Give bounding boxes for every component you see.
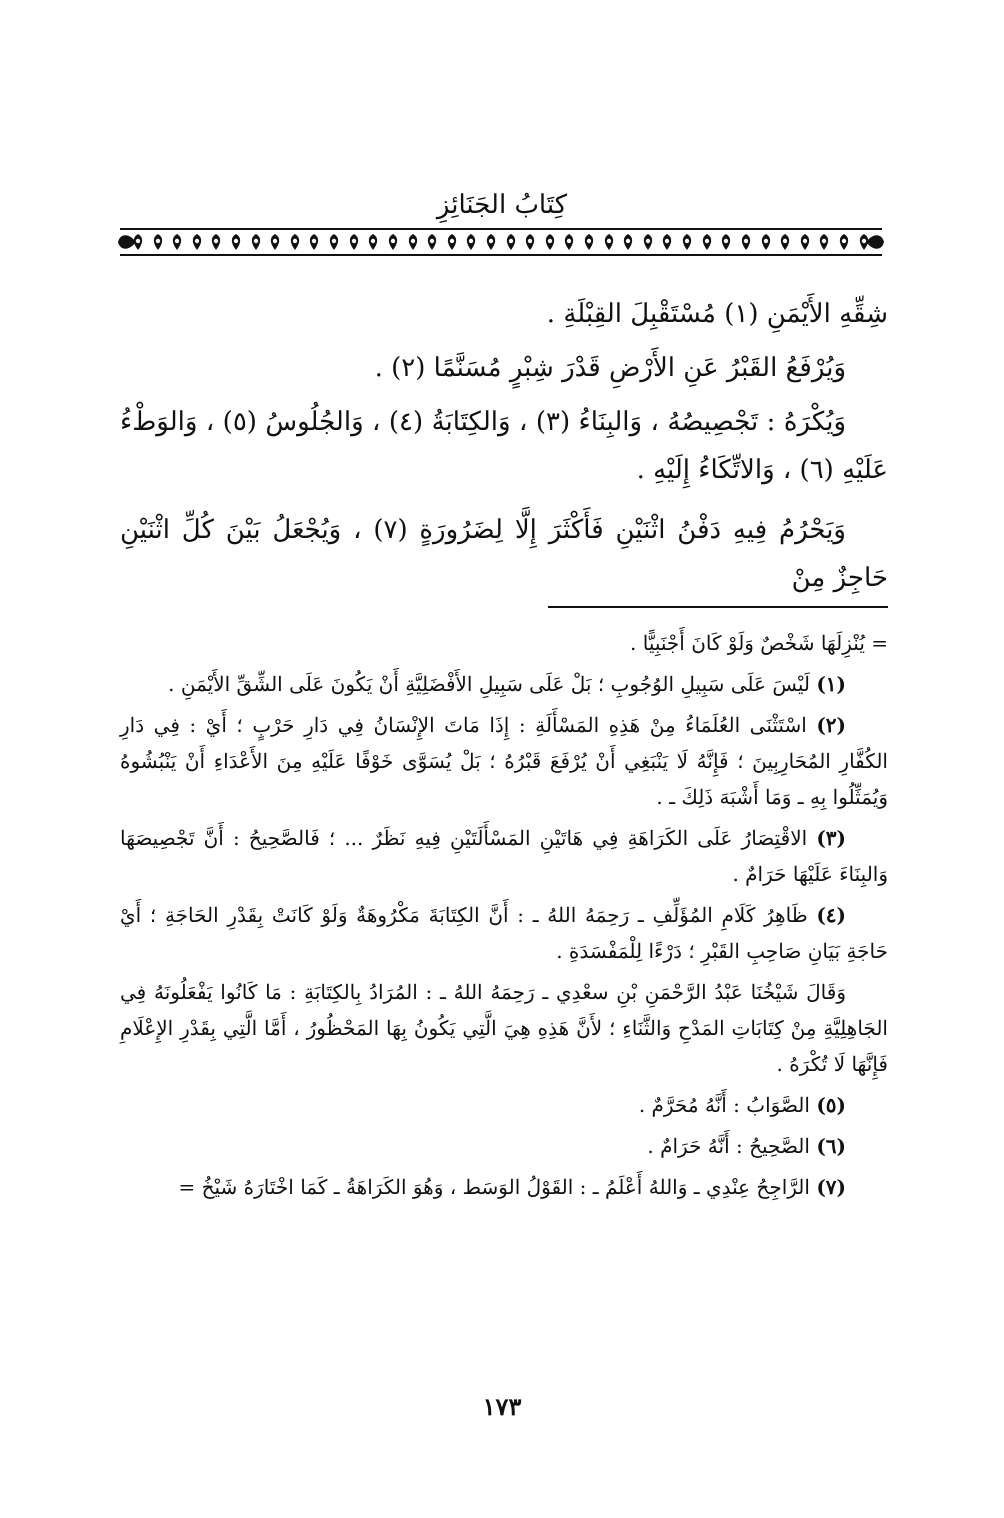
ornament-leaf-icon — [150, 233, 166, 251]
ornament-leaf-icon — [287, 233, 303, 251]
ornament-leaf-icon — [405, 233, 421, 251]
ornament-leaf-icon — [522, 233, 538, 251]
ornament-leaf-icon — [738, 233, 754, 251]
footnote-text: ظَاهِرُ كَلَامِ المُؤَلِّفِ ـ رَحِمَهُ اللهُ ـ : أَنَّ الكِتَابَةَ مَكْرُوهَةٌ وَلَوْ كَانَتْ بِقَدْرِ الحَاجَةِ ؛ أَيْ حَاجَةِ بَيَانِ صَاحِبِ القَبْرِ ؛ دَرْءًا لِلْمَفْسَدَةِ . — [120, 903, 888, 963]
ornament-leaf-icon — [836, 233, 852, 251]
ornament-leaf-icon — [816, 233, 832, 251]
footnote-number: (٣) — [816, 826, 847, 850]
ornament-leaf-icon — [169, 233, 185, 251]
footnote-number: (٥) — [816, 1093, 846, 1117]
footnote-number: (٧) — [816, 1175, 846, 1199]
main-text — [120, 290, 888, 614]
footnote-number: (٢) — [816, 713, 846, 737]
ornament-leaf-icon — [444, 233, 460, 251]
footnote-4 — [120, 897, 888, 969]
ornament-leaf-icon — [699, 233, 715, 251]
ornament-bottom-rule — [120, 254, 882, 256]
running-title: كِتَابُ الجَنَائِزِ — [436, 190, 568, 220]
ornament-leaf-icon — [130, 233, 146, 251]
footnote-number: (١) — [816, 672, 846, 696]
ornament-leaf-icon — [758, 233, 774, 251]
ornament-leaf-icon — [267, 233, 283, 251]
ornament-leaf-icon — [659, 233, 675, 251]
footnote-text: الرَّاجِحُ عِنْدِي ـ وَاللهُ أَعْلَمُ ـ : القَوْلُ الوَسَط ، وَهُوَ الكَرَاهَةُ ـ كَمَا اخْتَارَهُ شَيْخُ = — [178, 1175, 810, 1199]
ornament-leaf-icon — [248, 233, 264, 251]
footnote-1 — [120, 666, 888, 702]
footnote-text: الصَّوَابُ : أَنَّهُ مُحَرَّمٌ . — [638, 1093, 810, 1117]
footnote-text: الصَّحِيحُ : أَنَّهُ حَرَامٌ . — [647, 1134, 810, 1158]
ornament-top-rule — [120, 228, 882, 230]
ornament-leaf-icon — [326, 233, 342, 251]
footnote-text: الاقْتِصَارُ عَلَى الكَرَاهَةِ فِي هَاتَيْنِ المَسْأَلَتَيْنِ فِيهِ نَظَرٌ ... ؛ فَالصَّحِيحُ : أَنَّ تَجْصِيصَهَا وَالبِنَاءَ عَلَيْهَا حَرَامٌ . — [120, 826, 888, 886]
ornament-leaf-icon — [365, 233, 381, 251]
ornament-leaf-icon — [189, 233, 205, 251]
ornament-leaf-icon — [228, 233, 244, 251]
footnote-continuation: = يُنْزِلَهَا شَخْصٌ وَلَوْ كَانَ أَجْنَبِيًّا . — [630, 631, 888, 655]
footnote-separator — [548, 606, 888, 608]
ornament-leaf-icon — [542, 233, 558, 251]
ornament-leaf-icon — [640, 233, 656, 251]
ornament-leaf-icon — [306, 233, 322, 251]
ornament-leaf-icon — [718, 233, 734, 251]
ornament-leaf-icon — [208, 233, 224, 251]
main-paragraph-1: شِقِّهِ الأَيْمَنِ (١) مُسْتَقْبِلَ القِبْلَةِ . — [546, 299, 888, 329]
ornament-leaf-icon — [483, 233, 499, 251]
footnote-text: لَيْسَ عَلَى سَبِيلِ الوُجُوبِ ؛ بَلْ عَلَى سَبِيلِ الأَفْضَلِيَّةِ أَنْ يَكُونَ عَلَى الشِّقِّ الأَيْمَنِ . — [168, 672, 810, 696]
footnote-5 — [120, 1087, 888, 1123]
ornament-leaf-icon — [346, 233, 362, 251]
ornament-leaf-icon — [581, 233, 597, 251]
ornament-leaf-icon — [561, 233, 577, 251]
footnote-6 — [120, 1128, 888, 1164]
footnote-2 — [120, 707, 888, 815]
ornament-leaf-icon — [679, 233, 695, 251]
page-number: ١٧٣ — [482, 1392, 522, 1421]
ornament-leaf-icon — [424, 233, 440, 251]
ornament-right-cap — [864, 230, 886, 254]
footnote-3 — [120, 820, 888, 892]
ornament-leaf-icon — [620, 233, 636, 251]
ornament-leaf-icon — [797, 233, 813, 251]
main-paragraph-4: وَيَحْرُمُ فِيهِ دَفْنُ اثْنَيْنِ فَأَكْثَرَ إِلَّا لِضَرُورَةٍ (٧) ، وَيُجْعَلُ بَيْنَ كُلِّ اثْنَيْنِ حَاجِزٌ مِنْ — [120, 515, 888, 593]
footnote-text: اسْتَثْنَى العُلَمَاءُ مِنْ هَذِهِ المَسْأَلَةِ : إِذَا مَاتَ الإِنْسَانُ فِي دَارِ حَرْبٍ ؛ أَيْ : فِي دَارِ الكُفَّارِ المُحَارِبِينَ ؛ فَإِنَّهُ لَا يَنْبَغِي أَنْ يُرْفَعَ قَبْرُهُ ؛ بَلْ يُسَوَّى خَوْفًا عَلَيْهِ مِنَ الأَعْدَاءِ أَنْ يَنْبُشُوهُ وَيُمَثِّلُوا بِهِ ـ وَمَا أَشْبَهَ ذَلِكَ ـ . — [120, 713, 888, 809]
ornament-leaf-icon — [463, 233, 479, 251]
footnote-4-continuation: وَقَالَ شَيْخُنَا عَبْدُ الرَّحْمَنِ بْنِ سعْدِي ـ رَحِمَهُ اللهُ ـ : المُرَادُ بِالكِتَابَةِ : مَا كَانُوا يَفْعَلُونَهُ فِي الجَاهِلِيَّةِ مِنْ كِتَابَاتِ المَدْحِ وَالثَّنَاءِ ؛ لأَنَّ هَذِهِ هِيَ الَّتِي يَكُونُ بِهَا المَحْظُورُ ، أَمَّا الَّتِي بِقَدْرِ الإِعْلَامِ فَإِنَّهَا لَا تُكْرَهُ . — [120, 980, 888, 1076]
footnote-number: (٤) — [816, 903, 846, 927]
ornamental-border — [120, 228, 882, 256]
footnotes — [120, 625, 888, 1210]
footnote-7 — [120, 1169, 888, 1205]
ornament-leaf-icon — [385, 233, 401, 251]
ornament-leaf-icon — [601, 233, 617, 251]
footnote-number: (٦) — [816, 1134, 846, 1158]
main-paragraph-3: وَيُكْرَهُ : تَجْصِيصُهُ ، وَالبِنَاءُ (٣) ، وَالكِتَابَةُ (٤) ، وَالجُلُوسُ (٥) ، وَالوَطْءُ عَلَيْهِ (٦) ، وَالاتِّكَاءُ إِلَيْهِ . — [120, 407, 888, 485]
ornament-pattern — [130, 232, 872, 252]
ornament-leaf-icon — [777, 233, 793, 251]
ornament-leaf-icon — [503, 233, 519, 251]
main-paragraph-2: وَيُرْفَعُ القَبْرُ عَنِ الأَرْضِ قَدْرَ شِبْرٍ مُسَنَّمًا (٢) . — [374, 353, 846, 383]
